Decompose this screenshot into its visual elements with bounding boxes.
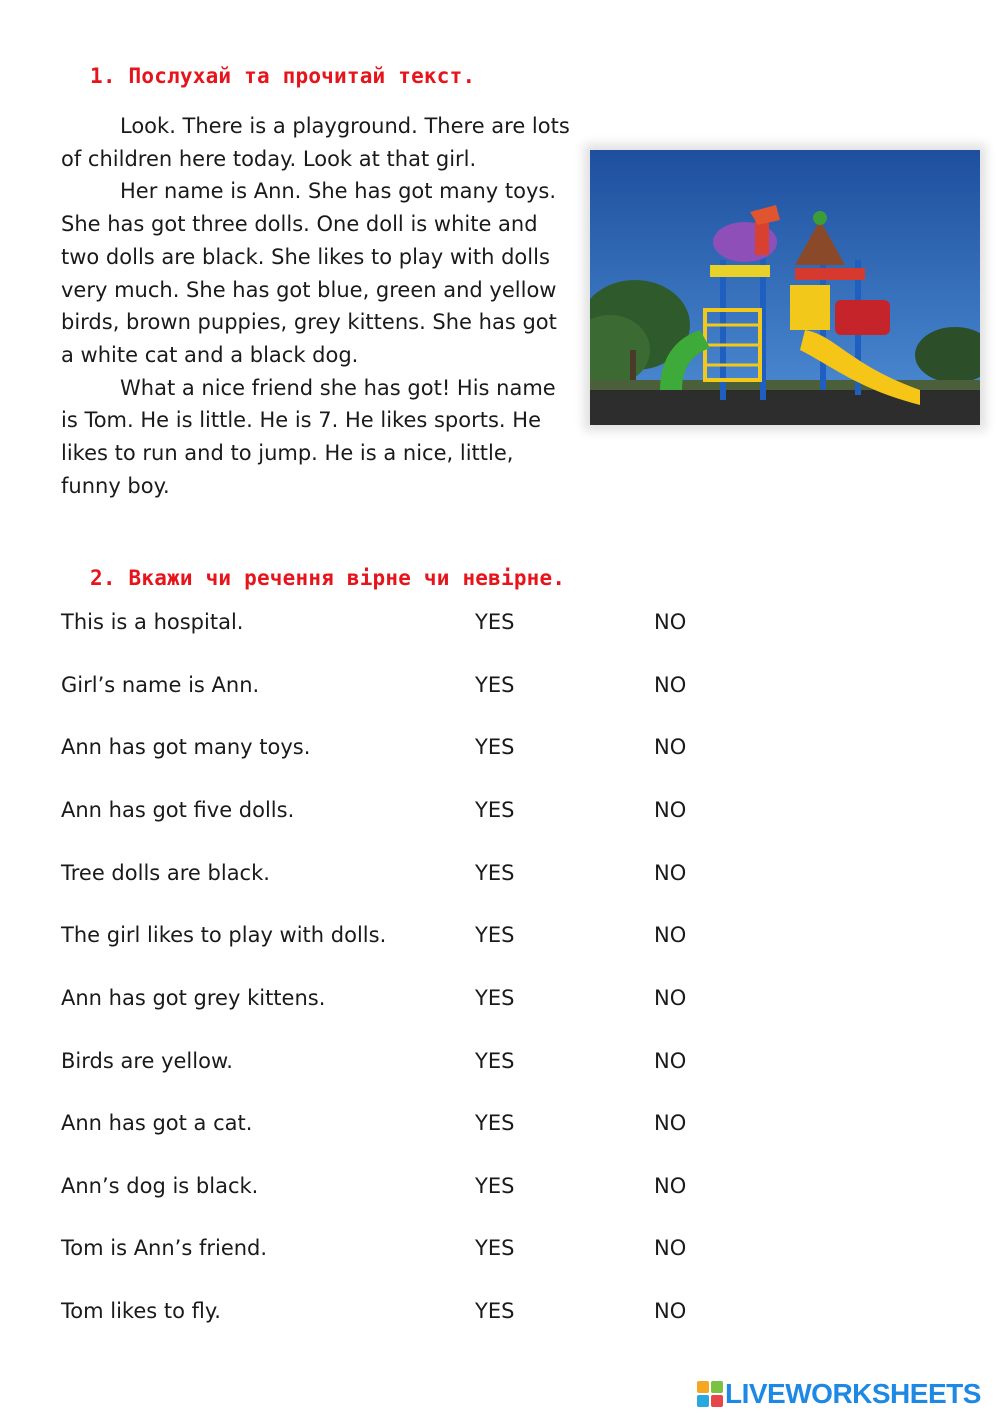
yes-option[interactable]: YES: [475, 1236, 515, 1260]
no-option[interactable]: NO: [654, 1236, 687, 1260]
yes-option[interactable]: YES: [475, 861, 515, 885]
logo-text: LIVEWORKSHEETS: [725, 1378, 981, 1409]
statement-row: [61, 798, 781, 838]
statement-text: Tree dolls are black.: [61, 861, 270, 885]
yes-option[interactable]: YES: [475, 673, 515, 697]
statement-text: Tom is Ann’s friend.: [61, 1236, 268, 1260]
statement-row: [61, 1174, 781, 1214]
story-paragraph: What a nice friend she has got! His name is Tom. He is little. He is 7. He likes sports. He likes to run and to jump. He is a nice, little, funny boy.: [61, 375, 556, 498]
yes-option[interactable]: YES: [475, 735, 515, 759]
yes-option[interactable]: YES: [475, 1049, 515, 1073]
no-option[interactable]: NO: [654, 673, 687, 697]
statement-row: [61, 1049, 781, 1089]
yes-option[interactable]: YES: [475, 1111, 515, 1135]
statement-text: Birds are yellow.: [61, 1049, 233, 1073]
reading-text: [61, 110, 571, 502]
section-2-heading: 2. Вкажи чи речення вірне чи невірне.: [90, 566, 566, 590]
statement-row: [61, 861, 781, 901]
statement-row: [61, 610, 781, 650]
no-option[interactable]: NO: [654, 610, 687, 634]
yes-option[interactable]: YES: [475, 798, 515, 822]
logo-squares-icon: [697, 1381, 723, 1407]
statement-row: [61, 673, 781, 713]
yes-option[interactable]: YES: [475, 1299, 515, 1323]
no-option[interactable]: NO: [654, 1299, 687, 1323]
playground-image: [590, 150, 980, 425]
statement-row: [61, 1299, 781, 1339]
statement-text: Ann has got grey kittens.: [61, 986, 326, 1010]
story-paragraph: Her name is Ann. She has got many toys. She has got three dolls. One doll is white and two dolls are black. She likes to play with dolls very much. She has got blue, green and yellow birds, brown puppies, grey kittens. She has got a white cat and a black dog.: [61, 179, 557, 367]
statement-row: [61, 735, 781, 775]
section-1-heading: 1. Послухай та прочитай текст.: [90, 64, 476, 88]
no-option[interactable]: NO: [654, 1049, 687, 1073]
statement-text: Ann has got five dolls.: [61, 798, 295, 822]
story-paragraph: Look. There is a playground. There are lots of children here today. Look at that girl.: [61, 114, 570, 171]
liveworksheets-logo: [697, 1379, 981, 1409]
no-option[interactable]: NO: [654, 798, 687, 822]
no-option[interactable]: NO: [654, 1111, 687, 1135]
yes-option[interactable]: YES: [475, 923, 515, 947]
statement-text: This is a hospital.: [61, 610, 244, 634]
statement-row: [61, 1236, 781, 1276]
no-option[interactable]: NO: [654, 923, 687, 947]
statement-text: Tom likes to fly.: [61, 1299, 221, 1323]
no-option[interactable]: NO: [654, 861, 687, 885]
statement-text: Ann’s dog is black.: [61, 1174, 259, 1198]
statement-text: The girl likes to play with dolls.: [61, 923, 387, 947]
yes-option[interactable]: YES: [475, 986, 515, 1010]
statement-row: [61, 986, 781, 1026]
yes-option[interactable]: YES: [475, 1174, 515, 1198]
no-option[interactable]: NO: [654, 735, 687, 759]
statement-row: [61, 1111, 781, 1151]
statement-text: Ann has got a cat.: [61, 1111, 253, 1135]
no-option[interactable]: NO: [654, 986, 687, 1010]
yes-option[interactable]: YES: [475, 610, 515, 634]
statement-text: Girl’s name is Ann.: [61, 673, 260, 697]
statement-row: [61, 923, 781, 963]
playground-photo: [590, 150, 980, 425]
no-option[interactable]: NO: [654, 1174, 687, 1198]
statement-text: Ann has got many toys.: [61, 735, 311, 759]
